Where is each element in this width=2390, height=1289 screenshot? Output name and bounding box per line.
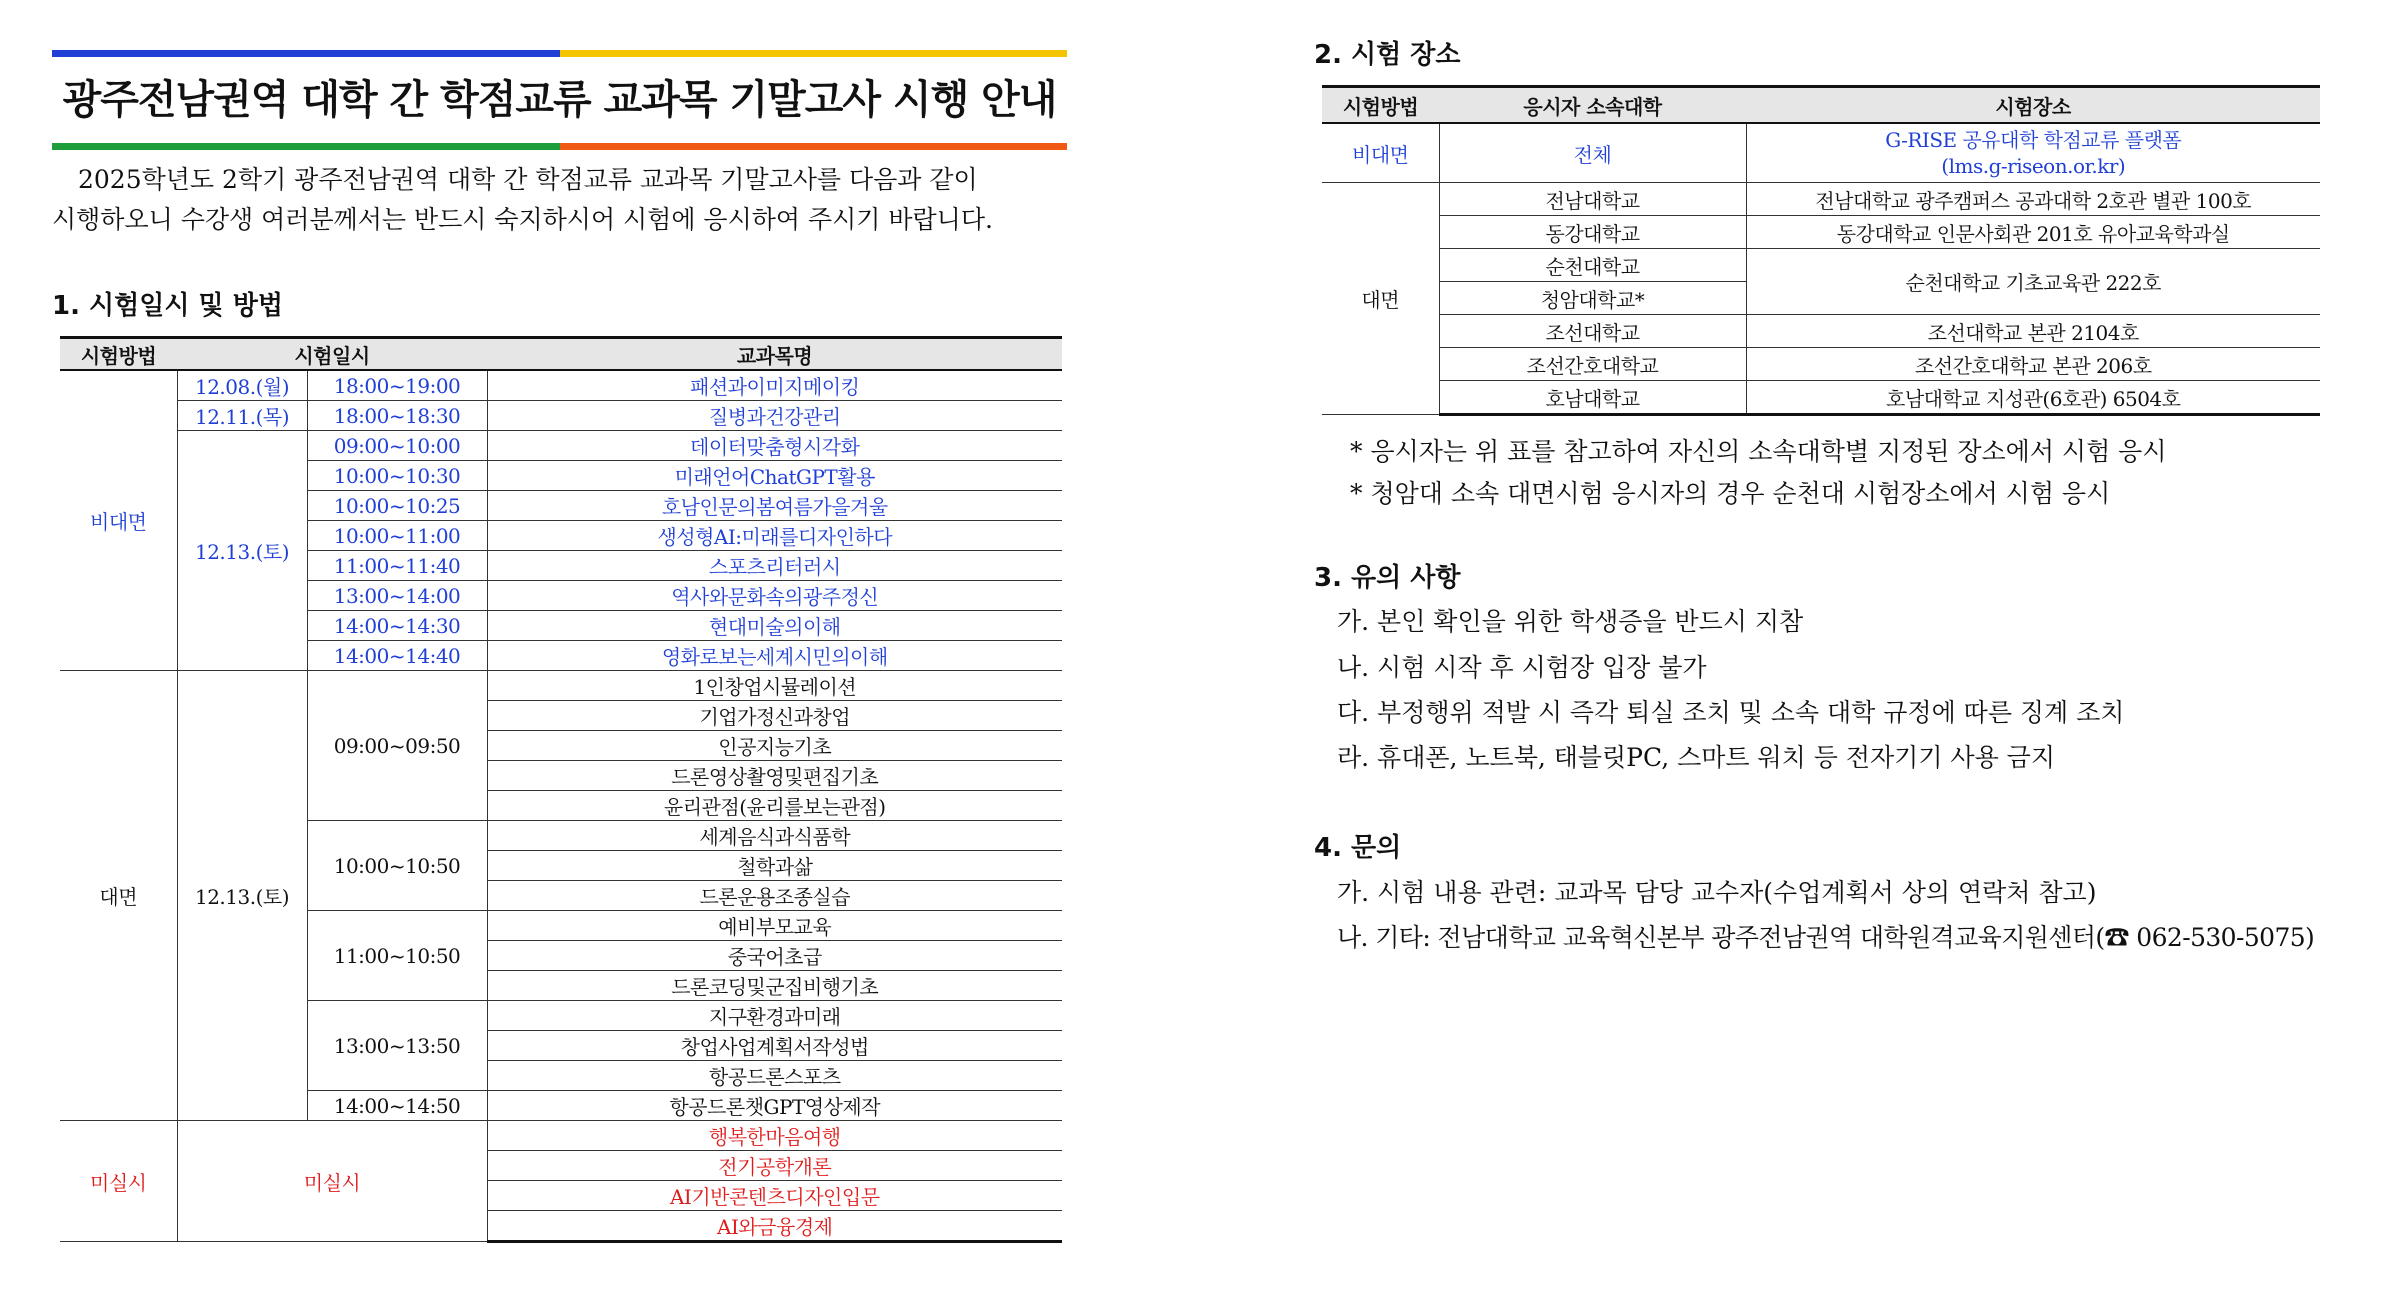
place-cell: 조선대학교 본관 2104호 [1746, 315, 2320, 348]
date-cell: 12.08.(월) [177, 370, 307, 401]
table-row [1322, 216, 2320, 249]
course-cell: 중국어초급 [487, 941, 1062, 971]
method-online: 비대면 [1322, 123, 1439, 183]
course-cell: AI기반콘텐츠디자인입문 [487, 1181, 1062, 1211]
course-cell: 1인창업시뮬레이션 [487, 671, 1062, 701]
time-cell: 09:00~10:00 [307, 431, 487, 461]
header-method: 시험방법 [1322, 87, 1439, 124]
table-row [1322, 315, 2320, 348]
place-cell: 동강대학교 인문사회관 201호 유아교육학과실 [1746, 216, 2320, 249]
course-cell: 윤리관점(윤리를보는관점) [487, 791, 1062, 821]
table-row [60, 431, 1062, 461]
course-cell: 행복한마음여행 [487, 1121, 1062, 1151]
course-cell: 항공드론스포츠 [487, 1061, 1062, 1091]
exam-venue-table [1322, 85, 2320, 416]
date-cell: 12.13.(토) [177, 431, 307, 671]
header-course: 교과목명 [487, 338, 1062, 371]
university-cell: 전남대학교 [1439, 183, 1746, 216]
header-datetime: 시험일시 [177, 338, 487, 371]
date-cell: 12.13.(토) [177, 671, 307, 1121]
university-cell: 전체 [1439, 123, 1746, 183]
course-cell: 기업가정신과창업 [487, 701, 1062, 731]
time-cell: 13:00~13:50 [307, 1001, 487, 1091]
time-cell: 18:00~19:00 [307, 370, 487, 401]
time-cell: 10:00~10:25 [307, 491, 487, 521]
course-cell: 미래언어ChatGPT활용 [487, 461, 1062, 491]
title-bottom-color-bar [52, 143, 1067, 150]
time-cell: 14:00~14:50 [307, 1091, 487, 1121]
table-row [1322, 123, 2320, 183]
course-cell: 창업사업계획서작성법 [487, 1031, 1062, 1061]
caution-item: 라. 휴대폰, 노트북, 태블릿PC, 스마트 워치 등 전자기기 사용 금지 [1337, 743, 2055, 772]
title-top-color-bar [52, 50, 1067, 57]
caution-item: 나. 시험 시작 후 시험장 입장 불가 [1337, 653, 1707, 682]
notice-title-block [52, 50, 1067, 150]
intro-line: 2025학년도 2학기 광주전남권역 대학 간 학점교류 교과목 기말고사를 다음과 같이 [78, 165, 978, 194]
table-row [60, 1121, 1062, 1151]
time-cell: 09:00~09:50 [307, 671, 487, 821]
university-cell: 조선간호대학교 [1439, 348, 1746, 381]
inquiry-item: 나. 기타: 전남대학교 교육혁신본부 광주전남권역 대학원격교육지원센터(☎ 062-530-5075) [1337, 923, 2315, 952]
time-cell: 13:00~14:00 [307, 581, 487, 611]
university-cell: 동강대학교 [1439, 216, 1746, 249]
course-cell: 드론영상촬영및편집기초 [487, 761, 1062, 791]
caution-item: 가. 본인 확인을 위한 학생증을 반드시 지참 [1337, 607, 1804, 636]
section-4-heading: 4. 문의 [1314, 833, 1402, 863]
date-cell: 12.11.(목) [177, 401, 307, 431]
venue-note: * 청암대 소속 대면시험 응시자의 경우 순천대 시험장소에서 시험 응시 [1350, 479, 2111, 508]
method-none: 미실시 [60, 1121, 177, 1242]
time-cell: 10:00~11:00 [307, 521, 487, 551]
place-cell: 조선간호대학교 본관 206호 [1746, 348, 2320, 381]
datetime-none: 미실시 [177, 1121, 487, 1242]
course-cell: 인공지능기초 [487, 731, 1062, 761]
intro-line: 시행하오니 수강생 여러분께서는 반드시 숙지하시어 시험에 응시하여 주시기 바랍니다. [52, 205, 993, 234]
course-cell: 세계음식과식품학 [487, 821, 1062, 851]
course-cell: 패션과이미지메이킹 [487, 370, 1062, 401]
table-row [60, 370, 1062, 401]
course-cell: 지구환경과미래 [487, 1001, 1062, 1031]
course-cell: 호남인문의봄여름가을겨울 [487, 491, 1062, 521]
caution-item: 다. 부정행위 적발 시 즉각 퇴실 조치 및 소속 대학 규정에 따른 징계 조치 [1337, 698, 2125, 727]
university-cell: 순천대학교 [1439, 249, 1746, 282]
course-cell: 데이터맞춤형시각화 [487, 431, 1062, 461]
time-cell: 11:00~11:40 [307, 551, 487, 581]
university-cell: 청암대학교* [1439, 282, 1746, 315]
method-offline: 대면 [1322, 183, 1439, 415]
platform-url: (lms.g-riseon.or.kr) [1941, 154, 2126, 178]
place-cell [1746, 123, 2320, 183]
section-1-heading: 1. 시험일시 및 방법 [52, 291, 283, 321]
course-cell: 항공드론챗GPT영상제작 [487, 1091, 1062, 1121]
course-cell: 드론운용조종실습 [487, 881, 1062, 911]
course-cell: 스포츠리터러시 [487, 551, 1062, 581]
course-cell: 생성형AI:미래를디자인하다 [487, 521, 1062, 551]
course-cell: 영화로보는세계시민의이해 [487, 641, 1062, 671]
time-cell: 10:00~10:50 [307, 821, 487, 911]
section-2-heading: 2. 시험 장소 [1314, 40, 1461, 70]
course-cell: 질병과건강관리 [487, 401, 1062, 431]
header-method: 시험방법 [60, 338, 177, 371]
table-row [1322, 381, 2320, 415]
course-cell: 전기공학개론 [487, 1151, 1062, 1181]
method-online: 비대면 [60, 370, 177, 671]
venue-note: * 응시자는 위 표를 참고하여 자신의 소속대학별 지정된 장소에서 시험 응시 [1350, 437, 2167, 466]
place-cell: 순천대학교 기초교육관 222호 [1746, 249, 2320, 315]
time-cell: 14:00~14:30 [307, 611, 487, 641]
platform-name: G-RISE 공유대학 학점교류 플랫폼 [1885, 128, 2182, 152]
university-cell: 조선대학교 [1439, 315, 1746, 348]
table-header-row [60, 338, 1062, 371]
exam-schedule-table [60, 336, 1062, 1243]
time-cell: 14:00~14:40 [307, 641, 487, 671]
table-header-row [1322, 87, 2320, 124]
course-cell: 철학과삶 [487, 851, 1062, 881]
time-cell: 18:00~18:30 [307, 401, 487, 431]
time-cell: 11:00~10:50 [307, 911, 487, 1001]
intro-paragraph [52, 160, 1082, 240]
table-row [1322, 249, 2320, 282]
section-3-heading: 3. 유의 사항 [1314, 563, 1461, 593]
course-cell: 현대미술의이해 [487, 611, 1062, 641]
place-cell: 전남대학교 광주캠퍼스 공과대학 2호관 별관 100호 [1746, 183, 2320, 216]
place-cell: 호남대학교 지성관(6호관) 6504호 [1746, 381, 2320, 415]
course-cell: 역사와문화속의광주정신 [487, 581, 1062, 611]
header-university: 응시자 소속대학 [1439, 87, 1746, 124]
course-cell: 드론코딩및군집비행기초 [487, 971, 1062, 1001]
table-row [60, 671, 1062, 701]
table-row [1322, 348, 2320, 381]
course-cell: AI와금융경제 [487, 1211, 1062, 1242]
header-place: 시험장소 [1746, 87, 2320, 124]
inquiry-item: 가. 시험 내용 관련: 교과목 담당 교수자(수업계획서 상의 연락처 참고) [1337, 878, 2097, 907]
method-offline: 대면 [60, 671, 177, 1121]
table-row [1322, 183, 2320, 216]
page-title: 광주전남권역 대학 간 학점교류 교과목 기말고사 시행 안내 [62, 77, 1057, 123]
university-cell: 호남대학교 [1439, 381, 1746, 415]
table-row [60, 401, 1062, 431]
time-cell: 10:00~10:30 [307, 461, 487, 491]
course-cell: 예비부모교육 [487, 911, 1062, 941]
